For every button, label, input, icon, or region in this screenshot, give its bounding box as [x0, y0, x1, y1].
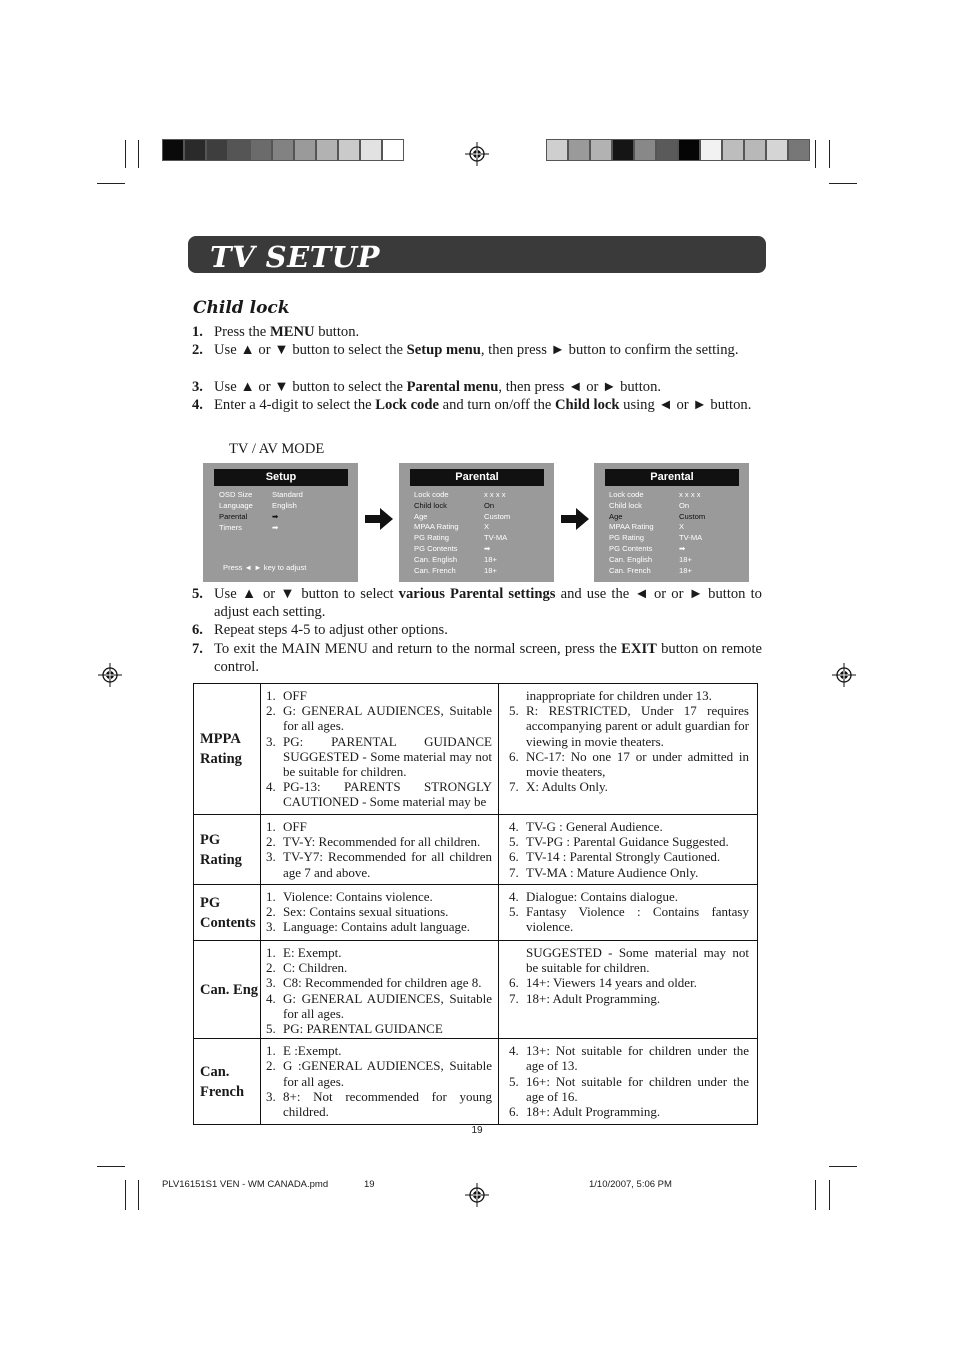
color-swatch: [316, 139, 338, 161]
item-number: 1.: [266, 1043, 276, 1059]
color-swatch: [612, 139, 634, 161]
step-text-part: button on remote control.: [214, 641, 763, 676]
color-swatch: [788, 139, 810, 161]
color-swatch: [338, 139, 360, 161]
rating-list-item: [509, 945, 749, 975]
rating-list-item: [266, 834, 492, 849]
rating-list-item: [509, 819, 749, 834]
rating-list: [509, 819, 749, 880]
item-text: C8: Recommended for children age 8.: [283, 975, 482, 991]
rating-list-item: [266, 991, 492, 1021]
osd-row-value: X: [679, 522, 685, 532]
step-text-part: Press the: [214, 324, 270, 340]
osd-menu-row: [219, 490, 303, 501]
rating-list: [266, 889, 492, 935]
osd-row-label: Child lock: [609, 500, 642, 510]
osd-menu-row: [414, 490, 506, 501]
registration-mark-icon: [832, 663, 856, 687]
osd-row-label: Can. English: [414, 554, 458, 564]
rating-list: [266, 1043, 492, 1119]
item-text: C: Children.: [283, 960, 348, 976]
registration-mark-icon: [465, 1183, 489, 1207]
rating-col-2: [499, 1039, 758, 1125]
step-number: 6.: [192, 622, 203, 638]
osd-menu-row: [219, 512, 278, 523]
osd-title: Setup: [214, 469, 348, 486]
osd-menu-row: [609, 501, 689, 512]
page-number: 19: [471, 1125, 483, 1136]
osd-title: Parental: [410, 469, 544, 486]
step-text: [214, 341, 762, 359]
step-text: [214, 323, 762, 341]
step-text: [214, 378, 762, 396]
footer-filename: PLV16151S1 VEN - WM CANADA.pmd: [162, 1179, 329, 1190]
osd-row-label: Age: [609, 511, 623, 521]
item-number: 3.: [266, 975, 276, 991]
emphasis-text: EXIT: [621, 641, 657, 657]
color-swatch: [568, 139, 590, 161]
item-text: PG: PARENTAL GUIDANCE SUGGESTED - Some material may not be suitable for children.: [283, 733, 492, 780]
item-number: 5.: [509, 1073, 519, 1089]
rating-list-item: [266, 975, 492, 990]
osd-menu-row: [219, 501, 297, 512]
instruction-step: [192, 396, 762, 414]
rating-list-item: [509, 834, 749, 849]
osd-row-value: 18+: [679, 565, 692, 575]
osd-menu-row: [414, 544, 490, 555]
item-number: 5.: [509, 834, 519, 850]
osd-row-label: PG Rating: [414, 533, 450, 543]
registration-mark-icon: [98, 663, 122, 687]
rating-list-item: [266, 889, 492, 904]
emphasis-text: various Parental settings: [398, 586, 556, 602]
item-number: 1.: [266, 889, 276, 904]
color-swatch: [656, 139, 678, 161]
osd-row-value: Custom: [484, 511, 511, 521]
mode-label: TV / AV MODE: [229, 441, 325, 457]
item-number: 2.: [266, 703, 276, 719]
item-number: 5.: [509, 703, 519, 719]
osd-row-value: ➡: [484, 544, 491, 553]
rating-list-item: [509, 1074, 749, 1104]
rating-table-row: [194, 885, 758, 941]
rating-col-1: [261, 1039, 499, 1125]
osd-row-value: x x x x: [484, 490, 506, 499]
rating-category: MPPA Rating: [194, 684, 261, 815]
item-number: 6.: [509, 975, 519, 991]
color-swatch: [294, 139, 316, 161]
right-arrow-icon: [561, 508, 589, 530]
osd-menu-row: [219, 523, 278, 534]
rating-list-item: [509, 779, 749, 794]
step-text: [214, 585, 762, 622]
item-text: TV-14 : Parental Strongly Cautioned.: [526, 849, 721, 865]
page-title: TV SETUP: [210, 240, 380, 274]
item-text: G: GENERAL AUDIENCES, Suitable for all ages.: [283, 703, 492, 734]
item-text: E :Exempt.: [283, 1043, 342, 1059]
osd-menu-row: [414, 533, 507, 544]
step-number: 1.: [192, 324, 203, 340]
footer-datetime: 1/10/2007, 5:06 PM: [589, 1179, 672, 1190]
step-number: 2.: [192, 342, 203, 358]
rating-category: PG Rating: [194, 815, 261, 885]
osd-menu-row: [609, 522, 684, 533]
rating-list-item: [266, 734, 492, 780]
item-text: Language: Contains adult language.: [283, 919, 471, 935]
osd-row-label: Timers: [219, 523, 242, 532]
osd-row-value: English: [272, 501, 297, 510]
osd-row-label: OSD Size: [219, 490, 253, 499]
step-text: [214, 396, 762, 414]
osd-row-value: ➡: [272, 523, 279, 532]
color-swatch: [272, 139, 294, 161]
color-swatch: [590, 139, 612, 161]
step-text-part: Use ▲ or ▼ button to select the: [214, 379, 407, 395]
osd-row-label: Language: [219, 501, 253, 510]
section-heading: Child lock: [193, 298, 290, 318]
instruction-step: [192, 621, 762, 639]
color-swatch: [634, 139, 656, 161]
item-number: 6.: [509, 1104, 519, 1120]
color-swatch: [162, 139, 184, 161]
rating-list: [266, 819, 492, 880]
color-swatch: [700, 139, 722, 161]
osd-row-value: X: [484, 522, 490, 532]
color-swatch: [678, 139, 700, 161]
osd-row-value: 18+: [484, 565, 497, 575]
item-text: 18+: Adult Programming.: [526, 990, 661, 1006]
rating-list: [509, 1043, 749, 1119]
rating-list-item: [509, 703, 749, 749]
item-text: TV-G : General Audience.: [526, 819, 663, 834]
step-text-part: Use ▲ or ▼ button to select the: [214, 342, 407, 358]
step-text-part: and turn on/off the: [438, 397, 556, 413]
osd-row-value: On: [679, 500, 690, 510]
instruction-step: [192, 640, 762, 677]
emphasis-text: Lock code: [375, 397, 439, 413]
item-number: 4.: [266, 779, 276, 795]
item-number: 4.: [509, 1043, 519, 1059]
item-number: 2.: [266, 834, 276, 850]
item-text: TV-MA : Mature Audience Only.: [526, 864, 699, 880]
rating-list: [509, 889, 749, 935]
osd-menu-row: [609, 533, 702, 544]
item-number: 7.: [509, 990, 519, 1006]
rating-table-row: [194, 815, 758, 885]
osd-hint: Press ◄ ► key to adjust: [223, 563, 307, 572]
osd-row-value: ➡: [272, 512, 279, 521]
instruction-step: [192, 585, 762, 622]
rating-list-item: [266, 1058, 492, 1088]
item-number: 2.: [266, 960, 276, 976]
item-number: 3.: [266, 849, 276, 865]
item-text: G :GENERAL AUDIENCES, Suitable for all ages.: [283, 1058, 492, 1089]
item-text: Violence: Contains violence.: [283, 889, 433, 904]
rating-list: [266, 688, 492, 810]
rating-list-item: [509, 749, 749, 779]
rating-list-item: [266, 703, 492, 733]
osd-row-value: x x x x: [679, 490, 701, 499]
item-text: Sex: Contains sexual situations.: [283, 904, 449, 920]
item-number: 1.: [266, 945, 276, 960]
rating-list-item: [266, 1021, 492, 1036]
rating-list-item: [509, 991, 749, 1006]
instruction-step: [192, 378, 762, 396]
rating-table: [193, 683, 758, 1125]
item-number: 2.: [266, 1058, 276, 1074]
osd-menu-row: [609, 490, 701, 501]
step-text-part: To exit the MAIN MENU and return to the normal screen, press the: [214, 641, 622, 657]
item-number: 7.: [509, 864, 519, 880]
osd-row-value: On: [484, 500, 495, 510]
step-text: [214, 640, 762, 677]
osd-parental-menu-age: [594, 463, 749, 582]
rating-list-item: [266, 945, 492, 960]
osd-row-label: Lock code: [414, 490, 449, 499]
osd-menu-row: [609, 566, 692, 577]
step-text: [214, 621, 762, 639]
item-text: 16+: Not suitable for children under the age of 16.: [526, 1073, 749, 1104]
osd-menu-row: [414, 512, 510, 523]
emphasis-text: Parental menu: [406, 379, 499, 395]
item-text: R: RESTRICTED, Under 17 requires accompanying parent or adult guardian for viewing in movie theaters.: [526, 703, 749, 749]
item-number: 7.: [509, 779, 519, 795]
rating-table-row: [194, 684, 758, 815]
item-text: Fantasy Violence : Contains fantasy violence.: [526, 904, 749, 935]
rating-table-row: [194, 941, 758, 1039]
rating-list-item: [266, 919, 492, 934]
item-text: X: Adults Only.: [526, 779, 608, 795]
rating-list-item: [266, 819, 492, 834]
osd-title: Parental: [605, 469, 739, 486]
item-text: PG-13: PARENTS STRONGLY CAUTIONED - Some material may be: [283, 779, 492, 810]
item-text: OFF: [283, 688, 307, 703]
color-swatch: [546, 139, 568, 161]
registration-mark-icon: [465, 142, 489, 166]
item-text: E: Exempt.: [283, 945, 342, 960]
rating-list-item: [509, 865, 749, 880]
rating-list-item: [509, 889, 749, 904]
rating-col-2: [499, 684, 758, 815]
item-text: inappropriate for children under 13.: [526, 688, 712, 703]
rating-col-2: [499, 815, 758, 885]
rating-list-item: [509, 1104, 749, 1119]
rating-list-item: [266, 1043, 492, 1058]
osd-menu-row: [414, 566, 497, 577]
color-swatch: [360, 139, 382, 161]
footer-page: 19: [364, 1179, 375, 1190]
rating-list-item: [509, 688, 749, 703]
osd-row-value: Custom: [679, 511, 706, 521]
osd-menu-row: [414, 555, 497, 566]
item-text: 8+: Not recommended for young childred.: [283, 1088, 492, 1120]
item-number: 3.: [266, 733, 276, 749]
step-number: 4.: [192, 397, 203, 413]
step-number: 3.: [192, 379, 203, 395]
item-text: OFF: [283, 819, 307, 834]
emphasis-text: Setup menu: [406, 342, 481, 358]
osd-row-label: Parental: [219, 512, 248, 521]
color-swatch: [206, 139, 228, 161]
osd-row-label: Age: [414, 511, 428, 521]
osd-menu-row: [609, 555, 692, 566]
rating-list-item: [266, 779, 492, 809]
instruction-step: [192, 341, 762, 359]
osd-row-label: MPAA Rating: [414, 522, 459, 532]
color-calibration-bar-right: [546, 139, 810, 161]
item-number: 4.: [266, 990, 276, 1006]
osd-row-value: 18+: [679, 554, 692, 564]
rating-list-item: [266, 849, 492, 879]
rating-list-item: [266, 688, 492, 703]
step-text-part: Use ▲ or ▼ button to select: [214, 586, 399, 602]
rating-col-2: [499, 885, 758, 941]
rating-col-2: [499, 941, 758, 1039]
step-text-part: button.: [314, 324, 360, 340]
rating-list: [509, 688, 749, 794]
item-text: 14+: Viewers 14 years and older.: [526, 975, 697, 991]
item-text: Dialogue: Contains dialogue.: [526, 889, 679, 904]
color-swatch: [250, 139, 272, 161]
step-text-part: and use the ◄ or or ► button to adjust each setting.: [214, 586, 762, 621]
osd-row-label: Child lock: [414, 500, 447, 510]
osd-setup-menu: [203, 463, 358, 582]
right-arrow-icon: [365, 508, 393, 530]
color-swatch: [184, 139, 206, 161]
item-text: G: GENERAL AUDIENCES, Suitable for all ages.: [283, 990, 492, 1021]
rating-list-item: [266, 960, 492, 975]
item-number: 3.: [266, 919, 276, 935]
rating-list-item: [509, 904, 749, 934]
color-swatch: [722, 139, 744, 161]
instruction-step: [192, 323, 762, 341]
rating-col-1: [261, 941, 499, 1039]
emphasis-text: Child lock: [555, 397, 620, 413]
osd-row-label: PG Contents: [609, 544, 653, 553]
osd-menu-row: [414, 501, 494, 512]
step-text-part: Enter a 4-digit to select the: [214, 397, 376, 413]
osd-row-value: TV-MA: [679, 533, 703, 543]
rating-list-item: [509, 975, 749, 990]
item-text: 13+: Not suitable for children under the age of 13.: [526, 1043, 749, 1074]
rating-col-1: [261, 684, 499, 815]
osd-row-label: PG Contents: [414, 544, 458, 553]
step-text-part: Repeat steps 4-5 to adjust other options.: [214, 622, 448, 638]
item-number: 2.: [266, 904, 276, 920]
osd-menu-row: [609, 544, 685, 555]
emphasis-text: MENU: [269, 324, 315, 340]
rating-category: Can. French: [194, 1039, 261, 1125]
item-text: NC-17: No one 17 or under admitted in movie theaters,: [526, 748, 749, 780]
item-number: 4.: [509, 889, 519, 904]
rating-list-item: [266, 1089, 492, 1119]
rating-col-1: [261, 815, 499, 885]
item-text: SUGGESTED - Some material may not be suitable for children.: [526, 945, 749, 976]
item-number: 6.: [509, 849, 519, 865]
rating-list: [509, 945, 749, 1006]
osd-row-label: PG Rating: [609, 533, 645, 543]
item-number: 1.: [266, 819, 276, 834]
step-number: 5.: [192, 586, 203, 602]
item-number: 3.: [266, 1088, 276, 1104]
step-text-part: using ◄ or ► button.: [619, 397, 752, 413]
osd-row-label: Can. French: [609, 565, 651, 575]
osd-row-label: Can. English: [609, 554, 653, 564]
rating-category: PG Contents: [194, 885, 261, 941]
item-number: 5.: [509, 904, 519, 920]
osd-row-label: Lock code: [609, 490, 644, 499]
rating-category: Can. Eng: [194, 941, 261, 1039]
item-number: 4.: [509, 819, 519, 834]
color-swatch: [744, 139, 766, 161]
osd-menu-row: [414, 522, 489, 533]
item-text: PG: PARENTAL GUIDANCE: [283, 1021, 443, 1037]
color-swatch: [382, 139, 404, 161]
osd-menu-row: [609, 512, 705, 523]
osd-row-label: Can. French: [414, 565, 456, 575]
rating-col-1: [261, 885, 499, 941]
item-text: TV-Y7: Recommended for all children age 7 and above.: [283, 849, 492, 880]
step-text-part: , then press ► button to confirm the setting.: [480, 342, 739, 358]
osd-row-value: 18+: [484, 554, 497, 564]
color-swatch: [228, 139, 250, 161]
item-text: TV-PG : Parental Guidance Suggested.: [526, 834, 729, 850]
step-number: 7.: [192, 641, 203, 657]
osd-row-label: MPAA Rating: [609, 522, 654, 532]
item-text: 18+: Adult Programming.: [526, 1104, 661, 1120]
osd-parental-menu-child-lock: [399, 463, 554, 582]
osd-row-value: TV-MA: [484, 533, 508, 543]
rating-list-item: [266, 904, 492, 919]
rating-list-item: [509, 849, 749, 864]
item-text: TV-Y: Recommended for all children.: [283, 834, 481, 850]
rating-list: [266, 945, 492, 1036]
step-text-part: , then press ◄ or ► button.: [498, 379, 662, 395]
item-number: 6.: [509, 748, 519, 764]
rating-list-item: [509, 1043, 749, 1073]
item-number: 5.: [266, 1021, 276, 1037]
osd-row-value: Standard: [272, 490, 303, 499]
color-calibration-bar-left: [162, 139, 404, 161]
osd-row-value: ➡: [679, 544, 686, 553]
color-swatch: [766, 139, 788, 161]
rating-table-row: [194, 1039, 758, 1125]
item-number: 1.: [266, 688, 276, 703]
